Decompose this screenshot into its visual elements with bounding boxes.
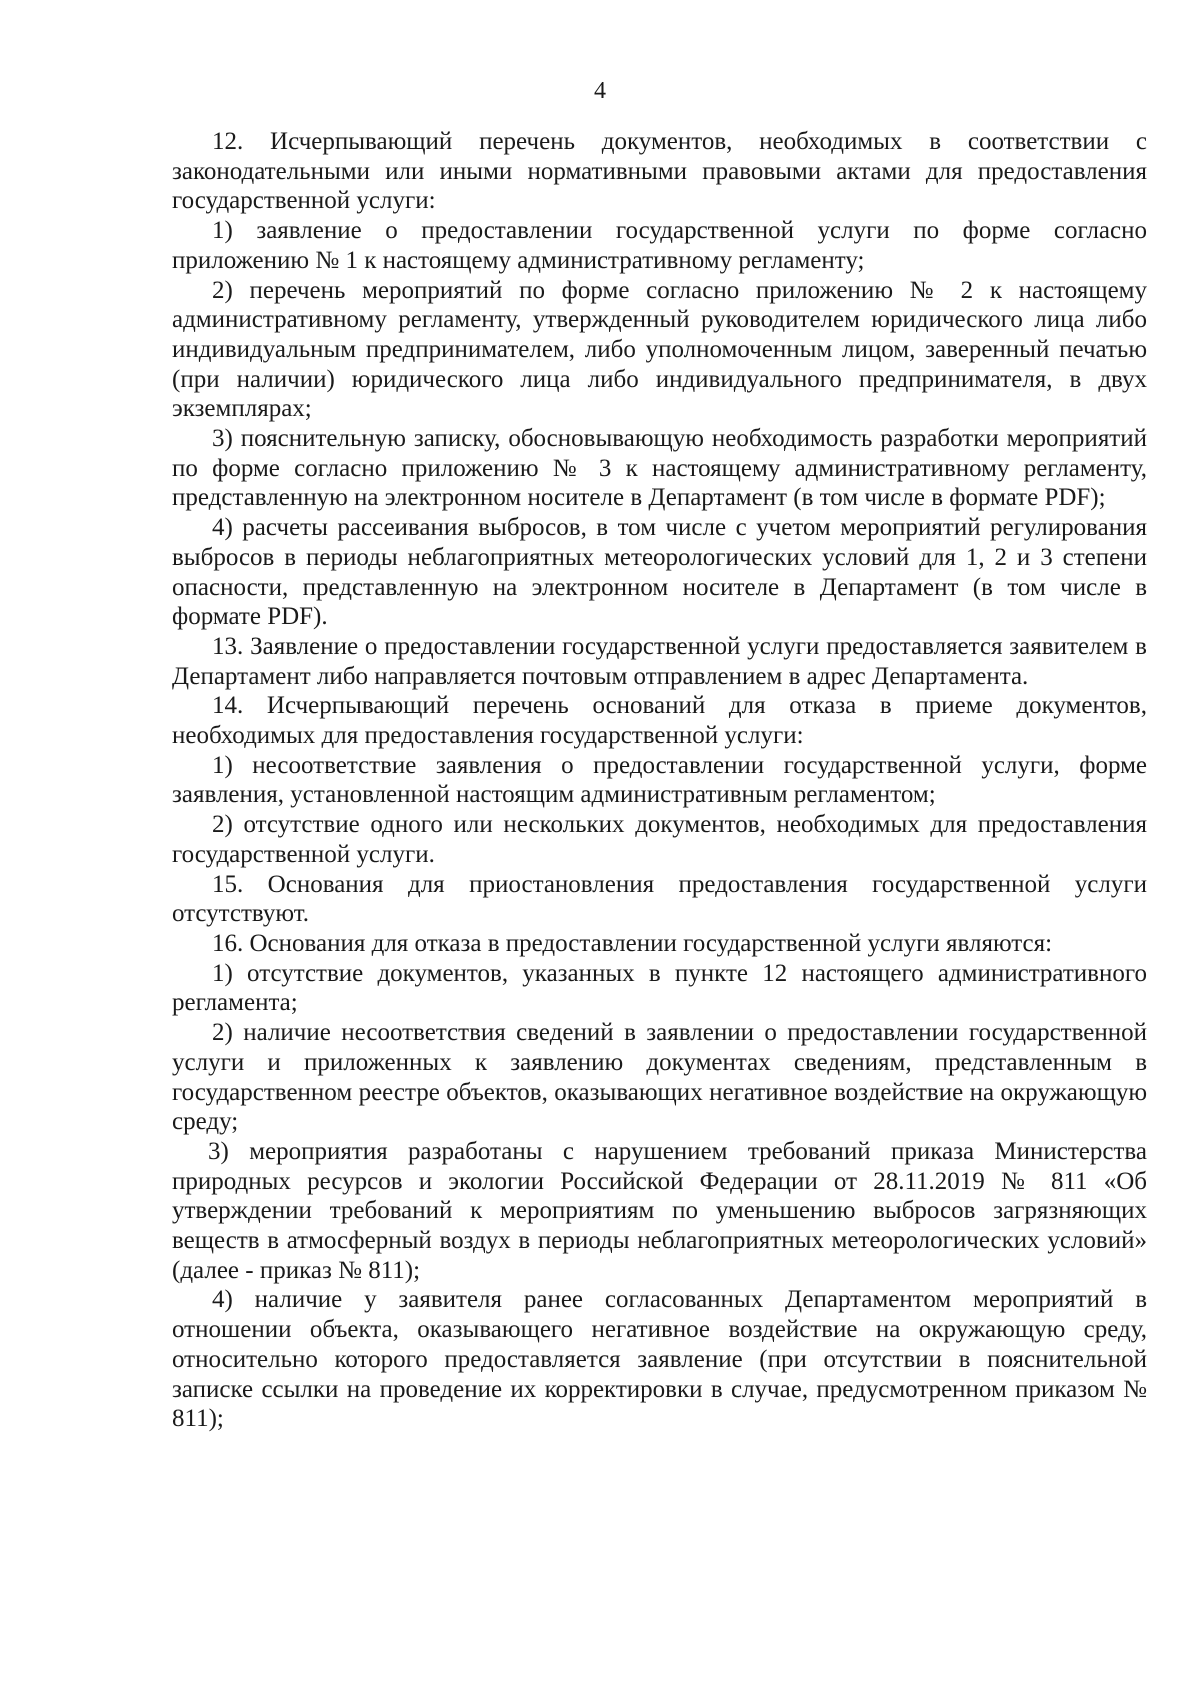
paragraph-12-item-3: 3) пояснительную записку, обосновывающую необходимость разработки мероприятий по форме согласно приложению № 3 к настоящему административному регламенту, представленную на электронном носителе в Департамент (в том числе в формате PDF);: [172, 425, 1147, 512]
document-body: [172, 127, 1147, 1434]
paragraph-16: 16. Основания для отказа в предоставлении государственной услуги являются:: [212, 929, 1053, 957]
paragraph-12: 12. Исчерпывающий перечень документов, необходимых в соответствии с законодательными или иными нормативными правовыми актами для предоставления государственной услуги:: [172, 128, 1147, 215]
paragraph-14-item-1: 1) несоответствие заявления о предоставлении государственной услуги, форме заявления, установленной настоящим административным регламентом;: [172, 751, 1147, 809]
page-number: 4: [594, 78, 606, 104]
paragraph-12-item-4: 4) расчеты рассеивания выбросов, в том числе с учетом мероприятий регулирования выбросов в периоды неблагоприятных метеорологических условий для 1, 2 и 3 степени опасности, представленную на электронном носителе в Департамент (в том числе в формате PDF).: [172, 514, 1147, 631]
paragraph-16-item-1: 1) отсутствие документов, указанных в пункте 12 настоящего административного регламента;: [172, 959, 1147, 1017]
paragraph-13: 13. Заявление о предоставлении государственной услуги предоставляется заявителем в Департамент либо направляется почтовым отправлением в адрес Департамента.: [172, 632, 1147, 690]
paragraph-16-item-4: 4) наличие у заявителя ранее согласованных Департаментом мероприятий в отношении объекта, оказывающего негативное воздействие на окружающую среду, относительно которого предоставляется заявление (при отсутствии в пояснительной записке ссылки на проведение их корректировки в случае, предусмотренном приказом № 811);: [172, 1286, 1147, 1433]
paragraph-12-item-2: 2) перечень мероприятий по форме согласно приложению № 2 к настоящему административному регламенту, утвержденный руководителем юридического лица либо индивидуальным предпринимателем, либо уполномоченным лицом, заверенный печатью (при наличии) юридического лица либо индивидуального предпринимателя, в двух экземплярах;: [172, 276, 1147, 423]
paragraph-15: 15. Основания для приостановления предоставления государственной услуги отсутствуют.: [172, 870, 1147, 928]
paragraph-14-item-2: 2) отсутствие одного или нескольких документов, необходимых для предоставления государственной услуги.: [172, 811, 1147, 868]
paragraph-14: 14. Исчерпывающий перечень оснований для отказа в приеме документов, необходимых для предоставления государственной услуги:: [172, 692, 1147, 750]
paragraph-16-item-3: 3) мероприятия разработаны с нарушением требований приказа Министерства природных ресурсов и экологии Российской Федерации от 28.11.2019 № 811 «Об утверждении требований к мероприятиям по уменьшению выбросов загрязняющих веществ в атмосферный воздух в периоды неблагоприятных метеорологических условий» (далее - приказ № 811);: [172, 1137, 1147, 1284]
paragraph-16-item-2: 2) наличие несоответствия сведений в заявлении о предоставлении государственной услуги и приложенных к заявлению документах сведениям, представленным в государственном реестре объектов, оказывающих негативное воздействие на окружающую среду;: [172, 1019, 1147, 1136]
paragraph-12-item-1: 1) заявление о предоставлении государственной услуги по форме согласно приложению № 1 к настоящему административному регламенту;: [172, 217, 1147, 274]
